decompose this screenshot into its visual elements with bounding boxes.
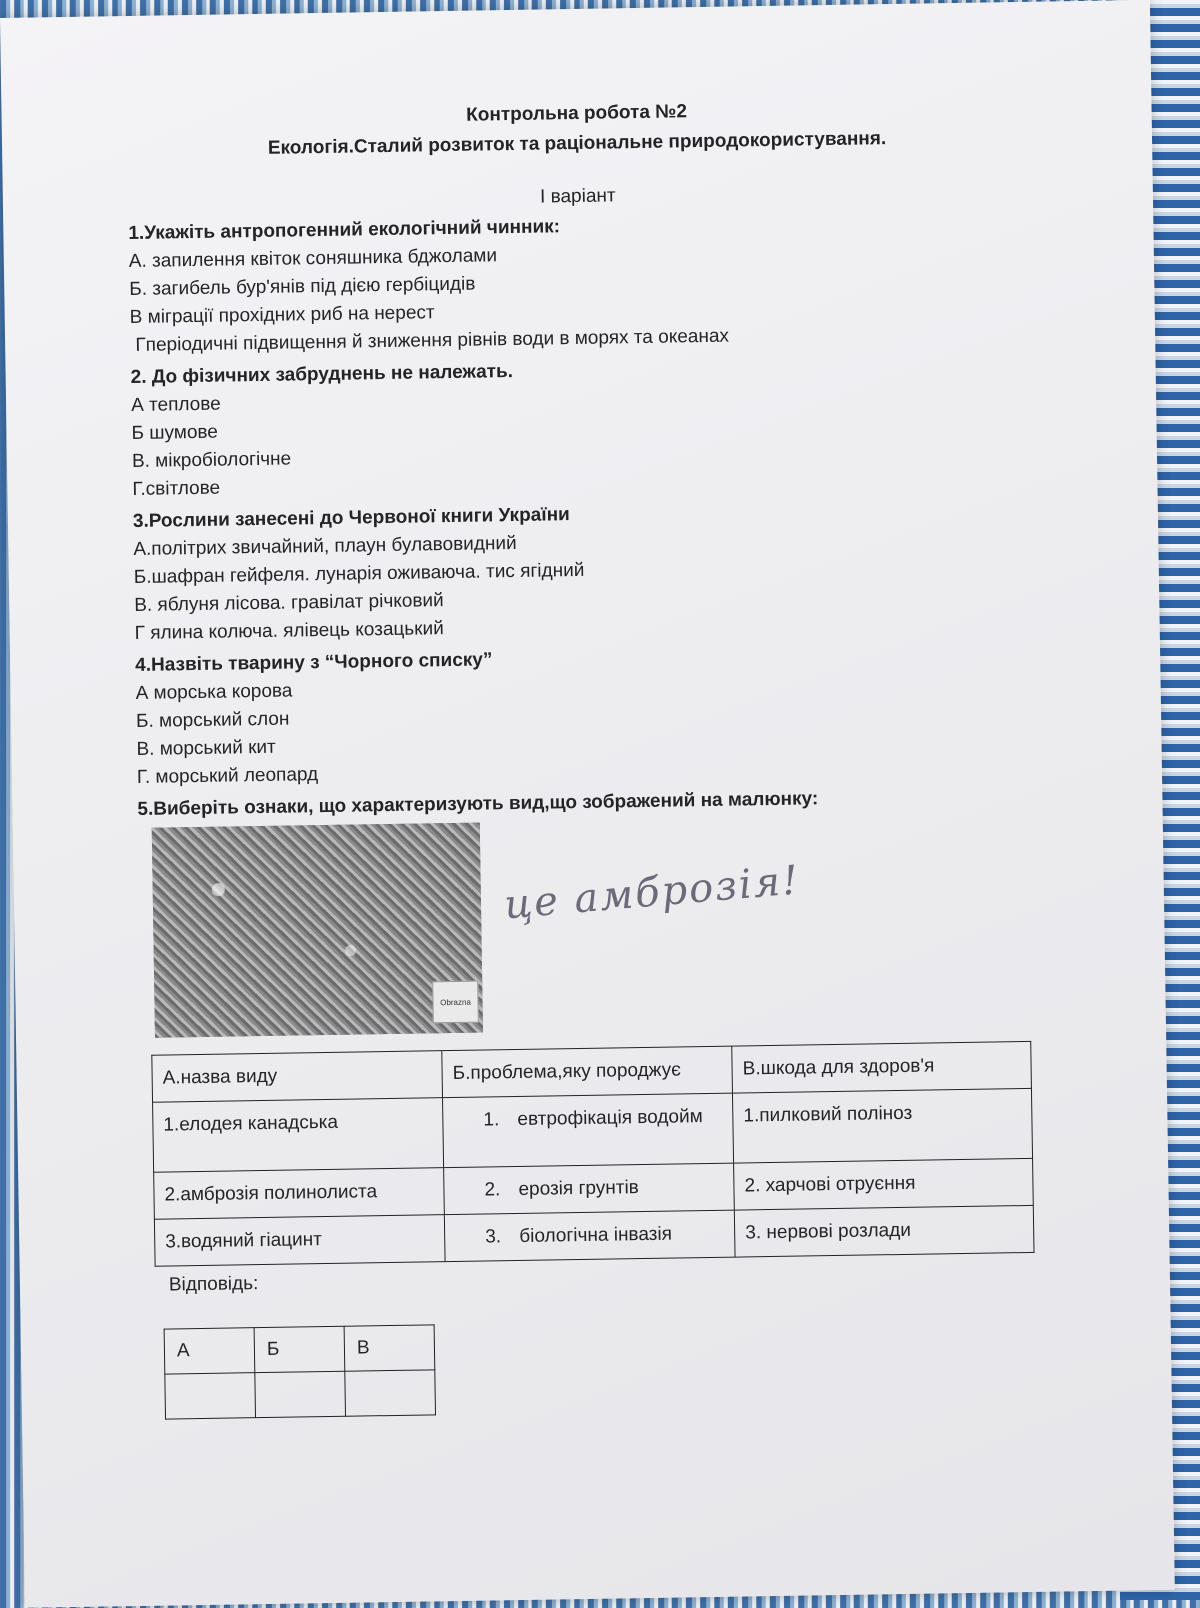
option: Г ялина колюча. ялівець козацький <box>134 618 444 644</box>
question-text: 4.Назвіть тварину з “Чорного списку” <box>135 649 493 676</box>
table-header-cell: В.шкода для здоров'я <box>732 1041 1032 1093</box>
cell-text: ерозія грунтів <box>518 1177 639 1200</box>
option: В. яблуня лісова. гравілат річковий <box>134 590 444 616</box>
question-text: 1.Укажіть антропогенний екологічний чинник: <box>128 216 561 245</box>
answer-header-row <box>164 1325 435 1374</box>
option: А.політрих звичайний, плаун булавовидний <box>133 532 517 560</box>
question-text: 3.Рослини занесені до Червоної книги України <box>132 504 570 532</box>
document-title: Контрольна робота №2 <box>466 101 688 126</box>
table-cell: 2. харчові отруєння <box>734 1158 1034 1210</box>
table-cell: 3. нервові розлади <box>734 1205 1034 1257</box>
picture-row <box>138 814 1041 1043</box>
table-cell: 1.елодея канадська <box>153 1098 444 1173</box>
option: Б шумове <box>131 421 219 444</box>
option: Г.світлове <box>132 477 221 500</box>
cell-text: біологічна інвазія <box>519 1223 673 1247</box>
document-content <box>126 92 1047 1420</box>
option: В міграції прохідних риб на нерест <box>129 302 435 328</box>
answer-blank-row <box>165 1370 436 1419</box>
option: А морська корова <box>135 680 293 704</box>
cell-text: евтрофікація водойм <box>517 1106 703 1131</box>
variant-label: І варіант <box>539 185 616 208</box>
question-3 <box>133 494 1035 648</box>
option: Б. загибель бур'янів під дією гербіцидів <box>129 273 476 301</box>
table-cell: 3.водяний гіацинт <box>154 1215 445 1267</box>
species-table <box>151 1041 1034 1267</box>
table-cell <box>444 1210 735 1262</box>
option: Гперіодичні підвищення й зниження рівнів води в морях та океанах <box>129 325 730 356</box>
table-cell: 2.амброзія полинолиста <box>154 1168 445 1220</box>
table-header-cell: А.назва виду <box>152 1051 443 1103</box>
handwritten-note: це амброзія! <box>502 857 802 929</box>
table-cell: 1.пилковий поліноз <box>733 1088 1033 1163</box>
option: Г. морський леопард <box>136 764 319 788</box>
option: А. запилення квіток соняшника бджолами <box>128 245 498 273</box>
question-2 <box>130 350 1032 504</box>
answer-header-cell: А <box>164 1328 255 1374</box>
answer-label: Відповідь: <box>168 1273 259 1296</box>
answer-header-cell: Б <box>254 1326 345 1372</box>
option: А теплове <box>130 393 221 416</box>
answer-table <box>164 1324 436 1419</box>
option: В. морський кит <box>136 736 276 760</box>
list-number: 1. <box>483 1109 500 1131</box>
answer-header-cell: В <box>344 1325 435 1371</box>
table-cell <box>444 1163 735 1215</box>
question-1 <box>128 206 1030 360</box>
answer-blank-cell[interactable] <box>165 1373 256 1419</box>
option: В. мікробіологічне <box>131 448 292 472</box>
question-5-text: 5.Виберіть ознаки, що характеризують вид,що зображений на малюнку: <box>137 788 819 820</box>
option: Б.шафран гейфеля. лунарія оживаюча. тис ягідний <box>133 559 585 588</box>
photo-logo: Obrazna <box>432 981 479 1024</box>
table-header-cell: Б.проблема,яку породжує <box>442 1046 733 1098</box>
ragweed-photo <box>152 823 483 1038</box>
answer-blank-cell[interactable] <box>345 1370 436 1416</box>
question-text: 2. До фізичних забруднень не належать. <box>130 360 514 388</box>
table-cell <box>443 1093 734 1168</box>
list-number: 3. <box>485 1226 502 1248</box>
option: Б. морський слон <box>135 708 290 732</box>
list-number: 2. <box>484 1179 501 1201</box>
answer-blank-cell[interactable] <box>255 1371 346 1417</box>
document-subtitle: Екологія.Сталий розвиток та раціональне природокористування. <box>267 128 887 159</box>
question-4 <box>135 638 1037 792</box>
